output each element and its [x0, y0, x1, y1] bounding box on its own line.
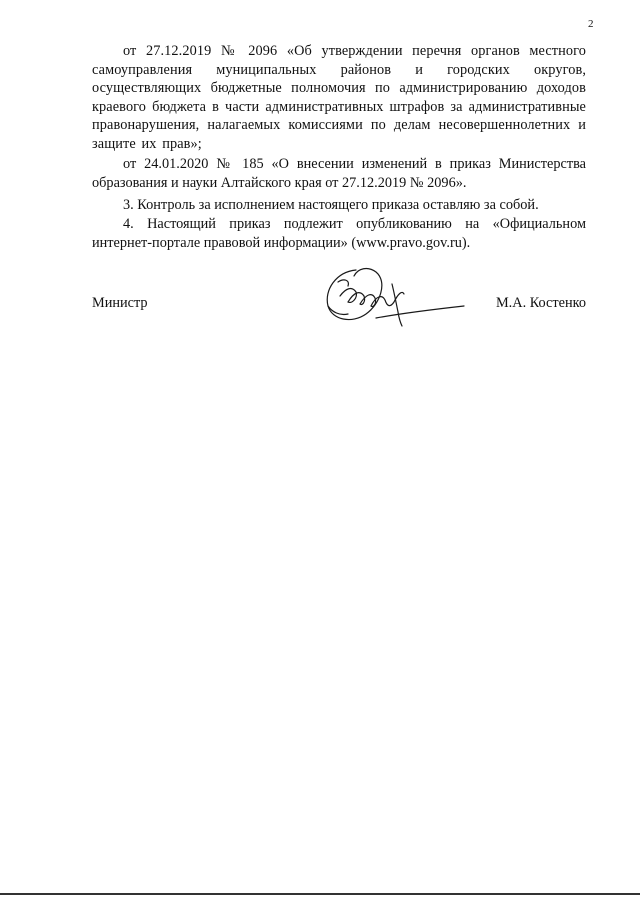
- signatory-position: Министр: [92, 295, 148, 311]
- signatory-name: М.А. Костенко: [495, 295, 586, 311]
- paragraph-publication-clause: 4. Настоящий приказ подлежит опубликованию на «Официальном интернет-портале правовой информации» (www.pravo.gov.ru).: [92, 216, 586, 251]
- paragraph-order-2096: от 27.12.2019 № 2096 «Об утверждении перечня органов местного самоуправления муниципальных районов и городских округов, осуществляющих бюджетные полномочия по администрированию доходов краевого бюджета в части административных штрафов за административные правонарушения, налагаемых комиссиями по делам несовершеннолетних и защите их прав»;: [92, 43, 586, 152]
- paragraph-control-clause: 3. Контроль за исполнением настоящего приказа оставляю за собой.: [123, 197, 539, 213]
- bottom-border-line: [0, 893, 640, 895]
- handwritten-signature: [318, 262, 468, 332]
- paragraph-order-185: от 24.01.2020 № 185 «О внесении изменений в приказ Министерства образования и науки Алтайского края от 27.12.2019 № 2096».: [92, 156, 586, 191]
- page-number: 2: [588, 18, 594, 30]
